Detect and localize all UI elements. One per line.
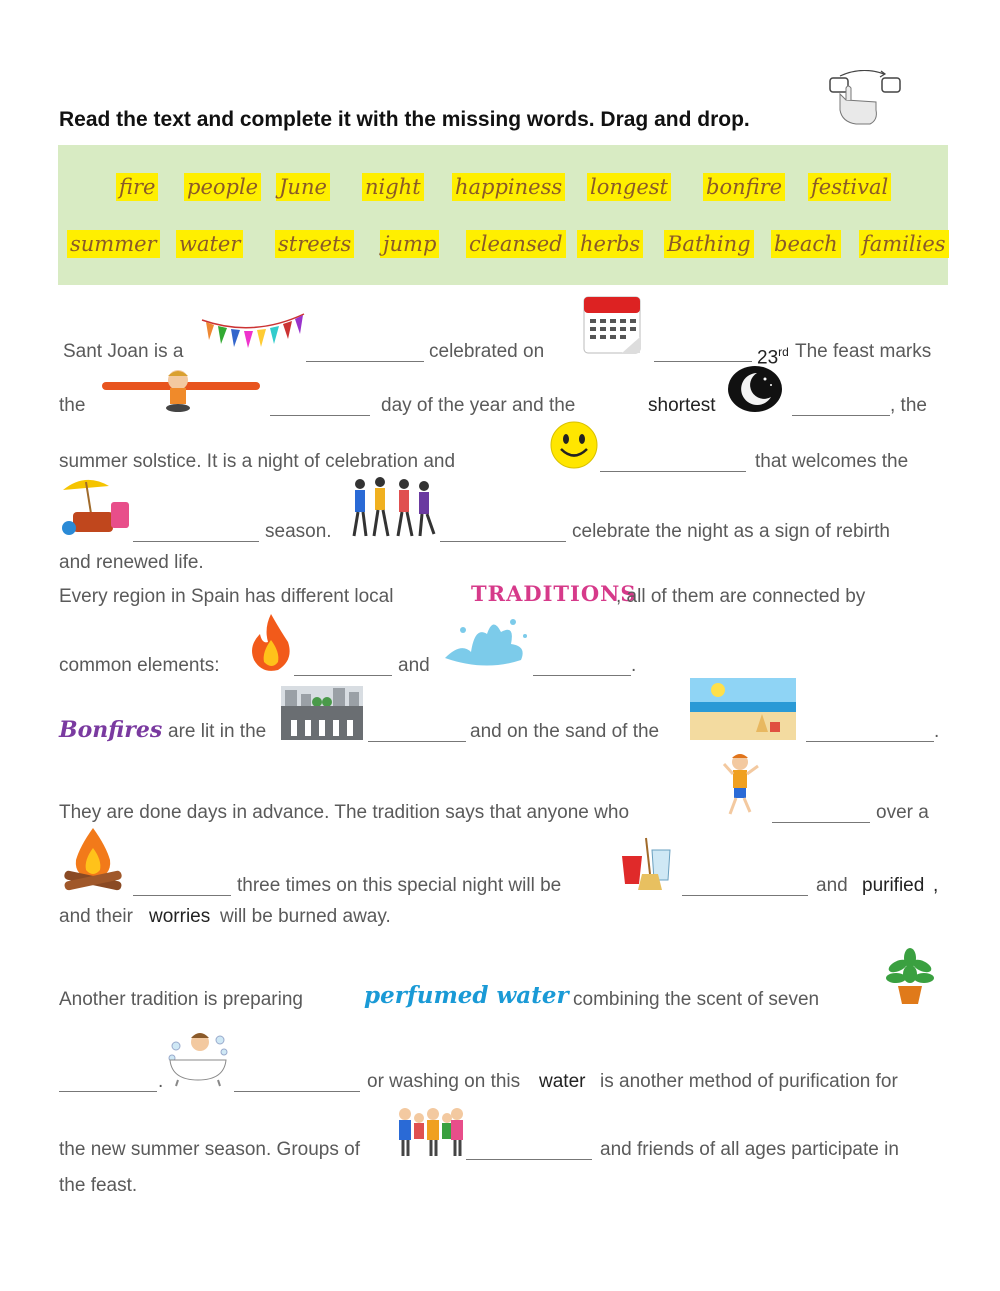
blank-4[interactable] bbox=[792, 415, 890, 416]
text-line8-b: are lit in the bbox=[168, 721, 267, 742]
moon-icon bbox=[727, 365, 783, 413]
jumping-boy-icon bbox=[722, 752, 760, 820]
word-bathing[interactable]: Bathing bbox=[664, 230, 754, 258]
text-period-3: . bbox=[158, 1071, 164, 1092]
text-line3-b: that welcomes the bbox=[755, 451, 909, 472]
text-line14-b: and friends of all ages participate in bbox=[600, 1139, 899, 1160]
potted-plant-icon bbox=[884, 948, 936, 1006]
text-line9-b: over a bbox=[876, 802, 929, 823]
word-beach[interactable]: beach bbox=[771, 230, 841, 258]
word-longest[interactable]: longest bbox=[587, 173, 671, 201]
text-line1-d: The feast marks bbox=[795, 341, 932, 362]
text-line6-c: , all of them are connected by bbox=[616, 586, 866, 607]
text-and-2: and bbox=[816, 875, 848, 896]
text-line4-a: season. bbox=[265, 521, 332, 542]
word-families[interactable]: families bbox=[859, 230, 949, 258]
flame-icon bbox=[248, 612, 294, 672]
drag-drop-hand-icon bbox=[826, 70, 910, 130]
text-line2-a: the bbox=[59, 395, 86, 416]
text-purified: purified bbox=[862, 875, 925, 896]
bunting-icon bbox=[200, 310, 306, 360]
text-line2-d: , the bbox=[890, 395, 927, 416]
blank-12[interactable] bbox=[772, 822, 870, 823]
text-line14-a: the new summer season. Groups of bbox=[59, 1139, 360, 1160]
word-summer[interactable]: summer bbox=[67, 230, 160, 258]
word-cleansed[interactable]: cleansed bbox=[466, 230, 566, 258]
text-line15: the feast. bbox=[59, 1175, 138, 1196]
blank-16[interactable] bbox=[234, 1091, 360, 1092]
blank-13[interactable] bbox=[133, 895, 231, 896]
text-period-1: . bbox=[631, 655, 637, 676]
date-number: 23 bbox=[757, 347, 779, 369]
bathing-child-icon bbox=[166, 1026, 230, 1088]
bucket-broom-icon bbox=[620, 836, 676, 892]
text-line3-a: summer solstice. It is a night of celebration and bbox=[59, 451, 456, 472]
word-water[interactable]: water bbox=[176, 230, 243, 258]
word-bonfire[interactable]: bonfire bbox=[703, 173, 785, 201]
text-line1-a: Sant Joan is a bbox=[63, 341, 184, 362]
word-fire[interactable]: fire bbox=[116, 173, 158, 201]
text-line13-b: or washing on this bbox=[367, 1071, 521, 1092]
beach-umbrella-icon bbox=[59, 472, 133, 538]
blank-2[interactable] bbox=[654, 361, 752, 362]
calendar-icon bbox=[582, 293, 642, 355]
blank-3[interactable] bbox=[270, 415, 370, 416]
text-perfumed-water: perfumed water bbox=[364, 982, 569, 1009]
blank-15[interactable] bbox=[59, 1091, 157, 1092]
blank-17[interactable] bbox=[466, 1159, 592, 1160]
blank-11[interactable] bbox=[806, 741, 934, 742]
text-water: water bbox=[539, 1071, 586, 1092]
text-line2-b: day of the year and the bbox=[381, 395, 576, 416]
dancing-people-icon bbox=[348, 476, 438, 538]
word-herbs[interactable]: herbs bbox=[577, 230, 643, 258]
text-worries: worries bbox=[149, 906, 211, 927]
water-splash-icon bbox=[441, 612, 529, 670]
text-line12-c: combining the scent of seven bbox=[573, 989, 820, 1010]
text-shortest: shortest bbox=[648, 395, 716, 416]
text-line6-a: Every region in Spain has different local bbox=[59, 586, 394, 607]
street-icon bbox=[281, 686, 363, 740]
text-bonfires: Bonfires bbox=[59, 717, 163, 743]
date-superscript: rd bbox=[778, 345, 789, 359]
beach-icon bbox=[690, 678, 796, 740]
text-line8-c: and on the sand of the bbox=[470, 721, 660, 742]
text-and-1: and bbox=[398, 655, 430, 676]
text-line10-a: three times on this special night will be bbox=[237, 875, 562, 896]
text-line11-a: and their bbox=[59, 906, 133, 927]
text-line7-a: common elements: bbox=[59, 655, 220, 676]
blank-8[interactable] bbox=[294, 675, 392, 676]
word-happiness[interactable]: happiness bbox=[452, 173, 565, 201]
text-traditions: TRADITIONS bbox=[471, 581, 637, 606]
instructions-title: Read the text and complete it with the missing words. Drag and drop. bbox=[59, 108, 750, 131]
word-festival[interactable]: festival bbox=[808, 173, 891, 201]
word-bank bbox=[58, 145, 948, 285]
text-period-2: . bbox=[934, 721, 940, 742]
blank-14[interactable] bbox=[682, 895, 808, 896]
word-streets[interactable]: streets bbox=[275, 230, 354, 258]
blank-6[interactable] bbox=[133, 541, 259, 542]
family-group-icon bbox=[395, 1104, 465, 1158]
word-june[interactable]: June bbox=[276, 173, 330, 201]
text-line13-d: is another method of purification for bbox=[600, 1071, 898, 1092]
word-night[interactable]: night bbox=[362, 173, 424, 201]
smiley-icon bbox=[549, 420, 599, 470]
text-line11-c: will be burned away. bbox=[220, 906, 391, 927]
text-line4-b: celebrate the night as a sign of rebirth bbox=[572, 521, 890, 542]
blank-9[interactable] bbox=[533, 675, 631, 676]
blank-5[interactable] bbox=[600, 471, 746, 472]
word-people[interactable]: people bbox=[184, 173, 261, 201]
text-line5: and renewed life. bbox=[59, 552, 204, 573]
word-jump[interactable]: jump bbox=[380, 230, 439, 258]
blank-7[interactable] bbox=[440, 541, 566, 542]
campfire-icon bbox=[62, 826, 124, 892]
text-comma: , bbox=[933, 875, 939, 896]
text-line9-a: They are done days in advance. The tradition says that anyone who bbox=[59, 802, 630, 823]
blank-10[interactable] bbox=[368, 741, 466, 742]
text-line1-b: celebrated on bbox=[429, 341, 545, 362]
blank-1[interactable] bbox=[306, 361, 424, 362]
text-line12-a: Another tradition is preparing bbox=[59, 989, 303, 1010]
stretching-boy-icon bbox=[98, 368, 264, 414]
